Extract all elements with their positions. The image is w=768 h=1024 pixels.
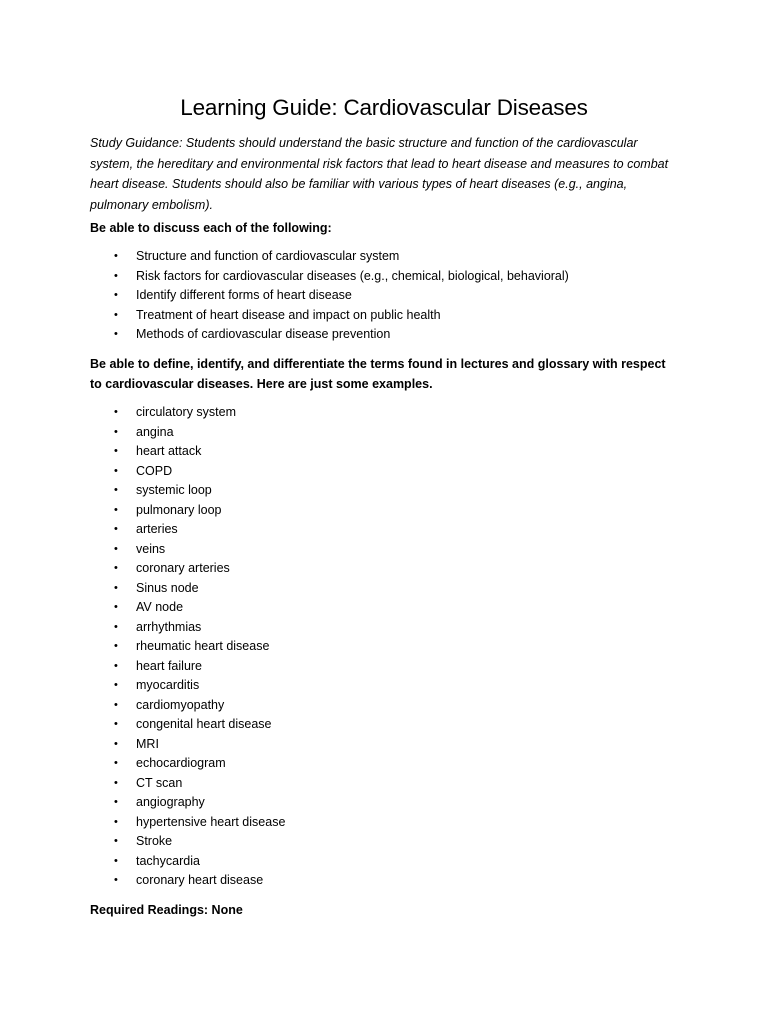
section-discuss-heading: Be able to discuss each of the following:	[90, 221, 332, 235]
bullet-icon: •	[114, 854, 118, 867]
bullet-icon: •	[114, 601, 118, 613]
list-item: • AV node	[90, 598, 680, 618]
list-item: • Structure and function of cardiovascular system	[90, 247, 680, 267]
bullet-icon: •	[114, 874, 118, 886]
list-item: • Sinus node	[90, 579, 680, 599]
list-item: • angiography	[90, 793, 680, 813]
list-item: • COPD	[90, 462, 680, 482]
bullet-icon: •	[114, 308, 118, 321]
bullet-icon: •	[114, 523, 118, 535]
list-item: • coronary heart disease	[90, 871, 680, 891]
list-item: • Treatment of heart disease and impact on public health	[90, 306, 680, 326]
list-item: • arrhythmias	[90, 618, 680, 638]
bullet-icon: •	[114, 328, 118, 340]
bullet-icon: •	[114, 640, 118, 652]
list-item: • veins	[90, 540, 680, 560]
section-terms-heading: Be able to define, identify, and differentiate the terms found in lectures and glossary with respect to cardiovascular diseases. Here are just some examples.	[90, 357, 666, 391]
bullet-icon: •	[114, 815, 118, 828]
list-item: • Risk factors for cardiovascular diseases (e.g., chemical, biological, behavioral)	[90, 267, 680, 287]
list-item: • heart attack	[90, 442, 680, 462]
bullet-icon: •	[114, 776, 118, 789]
bullet-icon: •	[114, 562, 118, 574]
bullet-icon: •	[114, 445, 118, 457]
terms-list	[90, 403, 680, 891]
study-guidance: Study Guidance: Students should understand the basic structure and function of the cardiovascular system, the hereditary and environmental risk factors that lead to heart disease and measures to combat heart disease. Students should also be familiar with various types of heart diseases (e.g., angina, pulmonary embolism).	[90, 136, 669, 212]
list-item: • CT scan	[90, 774, 680, 794]
bullet-icon: •	[114, 620, 118, 633]
bullet-icon: •	[114, 464, 118, 477]
bullet-icon: •	[114, 796, 118, 808]
bullet-icon: •	[114, 542, 118, 555]
discuss-list	[90, 247, 680, 345]
bullet-icon: •	[114, 659, 118, 672]
list-item: • angina	[90, 423, 680, 443]
list-item: • systemic loop	[90, 481, 680, 501]
required-readings: Required Readings: None	[90, 903, 243, 917]
page-title: Learning Guide: Cardiovascular Diseases	[180, 95, 588, 120]
bullet-icon: •	[114, 269, 118, 282]
list-item: • myocarditis	[90, 676, 680, 696]
bullet-icon: •	[114, 679, 118, 691]
list-item: • congenital heart disease	[90, 715, 680, 735]
list-item: • echocardiogram	[90, 754, 680, 774]
list-item: • rheumatic heart disease	[90, 637, 680, 657]
bullet-icon: •	[114, 737, 118, 750]
bullet-icon: •	[114, 425, 118, 438]
list-item: • Stroke	[90, 832, 680, 852]
bullet-icon: •	[114, 835, 118, 847]
list-item: • coronary arteries	[90, 559, 680, 579]
bullet-icon: •	[114, 406, 118, 418]
bullet-icon: •	[114, 250, 118, 262]
bullet-icon: •	[114, 757, 118, 769]
list-item: • Identify different forms of heart disease	[90, 286, 680, 306]
list-item: • tachycardia	[90, 852, 680, 872]
list-item: • Methods of cardiovascular disease prevention	[90, 325, 680, 345]
list-item: • cardiomyopathy	[90, 696, 680, 716]
bullet-icon: •	[114, 503, 118, 516]
list-item: • hypertensive heart disease	[90, 813, 680, 833]
list-item: • heart failure	[90, 657, 680, 677]
list-item: • MRI	[90, 735, 680, 755]
list-item: • pulmonary loop	[90, 501, 680, 521]
list-item: • circulatory system	[90, 403, 680, 423]
bullet-icon: •	[114, 718, 118, 730]
bullet-icon: •	[114, 581, 118, 594]
bullet-icon: •	[114, 698, 118, 711]
bullet-icon: •	[114, 289, 118, 301]
list-item: • arteries	[90, 520, 680, 540]
bullet-icon: •	[114, 484, 118, 496]
